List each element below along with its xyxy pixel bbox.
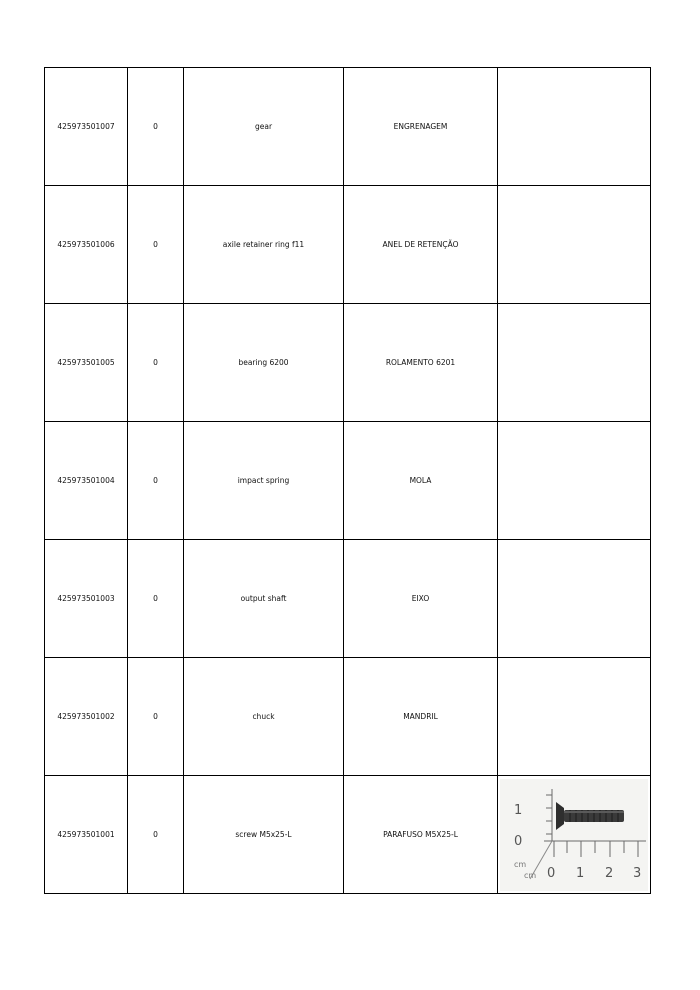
description-en-cell: bearing 6200 — [184, 304, 344, 422]
x-tick-label: 3 — [633, 865, 642, 881]
table-row — [45, 776, 651, 894]
screw-photo — [498, 776, 650, 893]
part-code-cell: 425973501006 — [45, 186, 128, 304]
part-code-cell: 425973501007 — [45, 68, 128, 186]
description-en-cell: screw M5x25-L — [184, 776, 344, 894]
x-tick-label: 2 — [605, 865, 614, 881]
part-code-cell: 425973501003 — [45, 540, 128, 658]
image-cell — [498, 658, 651, 776]
table-row — [45, 186, 651, 304]
description-pt-cell: ANEL DE RETENÇÃO — [344, 186, 498, 304]
description-en-cell: chuck — [184, 658, 344, 776]
description-pt-cell: EIXO — [344, 540, 498, 658]
quantity-cell: 0 — [128, 540, 184, 658]
description-en-cell: output shaft — [184, 540, 344, 658]
table-row — [45, 68, 651, 186]
parts-table — [44, 67, 651, 894]
quantity-cell: 0 — [128, 776, 184, 894]
image-cell — [498, 186, 651, 304]
quantity-cell: 0 — [128, 422, 184, 540]
quantity-cell: 0 — [128, 68, 184, 186]
description-pt-cell: ROLAMENTO 6201 — [344, 304, 498, 422]
x-tick-label: 1 — [576, 865, 585, 881]
description-pt-cell: ENGRENAGEM — [344, 68, 498, 186]
description-pt-cell: MOLA — [344, 422, 498, 540]
screw-scale-photo — [500, 779, 648, 891]
description-pt-cell: MANDRIL — [344, 658, 498, 776]
quantity-cell: 0 — [128, 658, 184, 776]
part-code-cell: 425973501005 — [45, 304, 128, 422]
image-cell — [498, 540, 651, 658]
image-cell — [498, 68, 651, 186]
table-row — [45, 658, 651, 776]
description-pt-cell: PARAFUSO M5X25-L — [344, 776, 498, 894]
part-code-cell: 425973501004 — [45, 422, 128, 540]
description-en-cell: gear — [184, 68, 344, 186]
image-cell — [498, 776, 651, 894]
quantity-cell: 0 — [128, 304, 184, 422]
table-row — [45, 422, 651, 540]
image-cell — [498, 422, 651, 540]
part-code-cell: 425973501002 — [45, 658, 128, 776]
table-row — [45, 540, 651, 658]
y-tick-label: 0 — [514, 833, 523, 849]
description-en-cell: impact spring — [184, 422, 344, 540]
y-tick-label: 1 — [514, 802, 523, 818]
quantity-cell: 0 — [128, 186, 184, 304]
part-code-cell: 425973501001 — [45, 776, 128, 894]
x-unit-label: cm — [524, 870, 537, 880]
table-row — [45, 304, 651, 422]
x-tick-label: 0 — [547, 865, 556, 881]
image-cell — [498, 304, 651, 422]
description-en-cell: axile retainer ring f11 — [184, 186, 344, 304]
y-unit-label: cm — [514, 859, 527, 869]
